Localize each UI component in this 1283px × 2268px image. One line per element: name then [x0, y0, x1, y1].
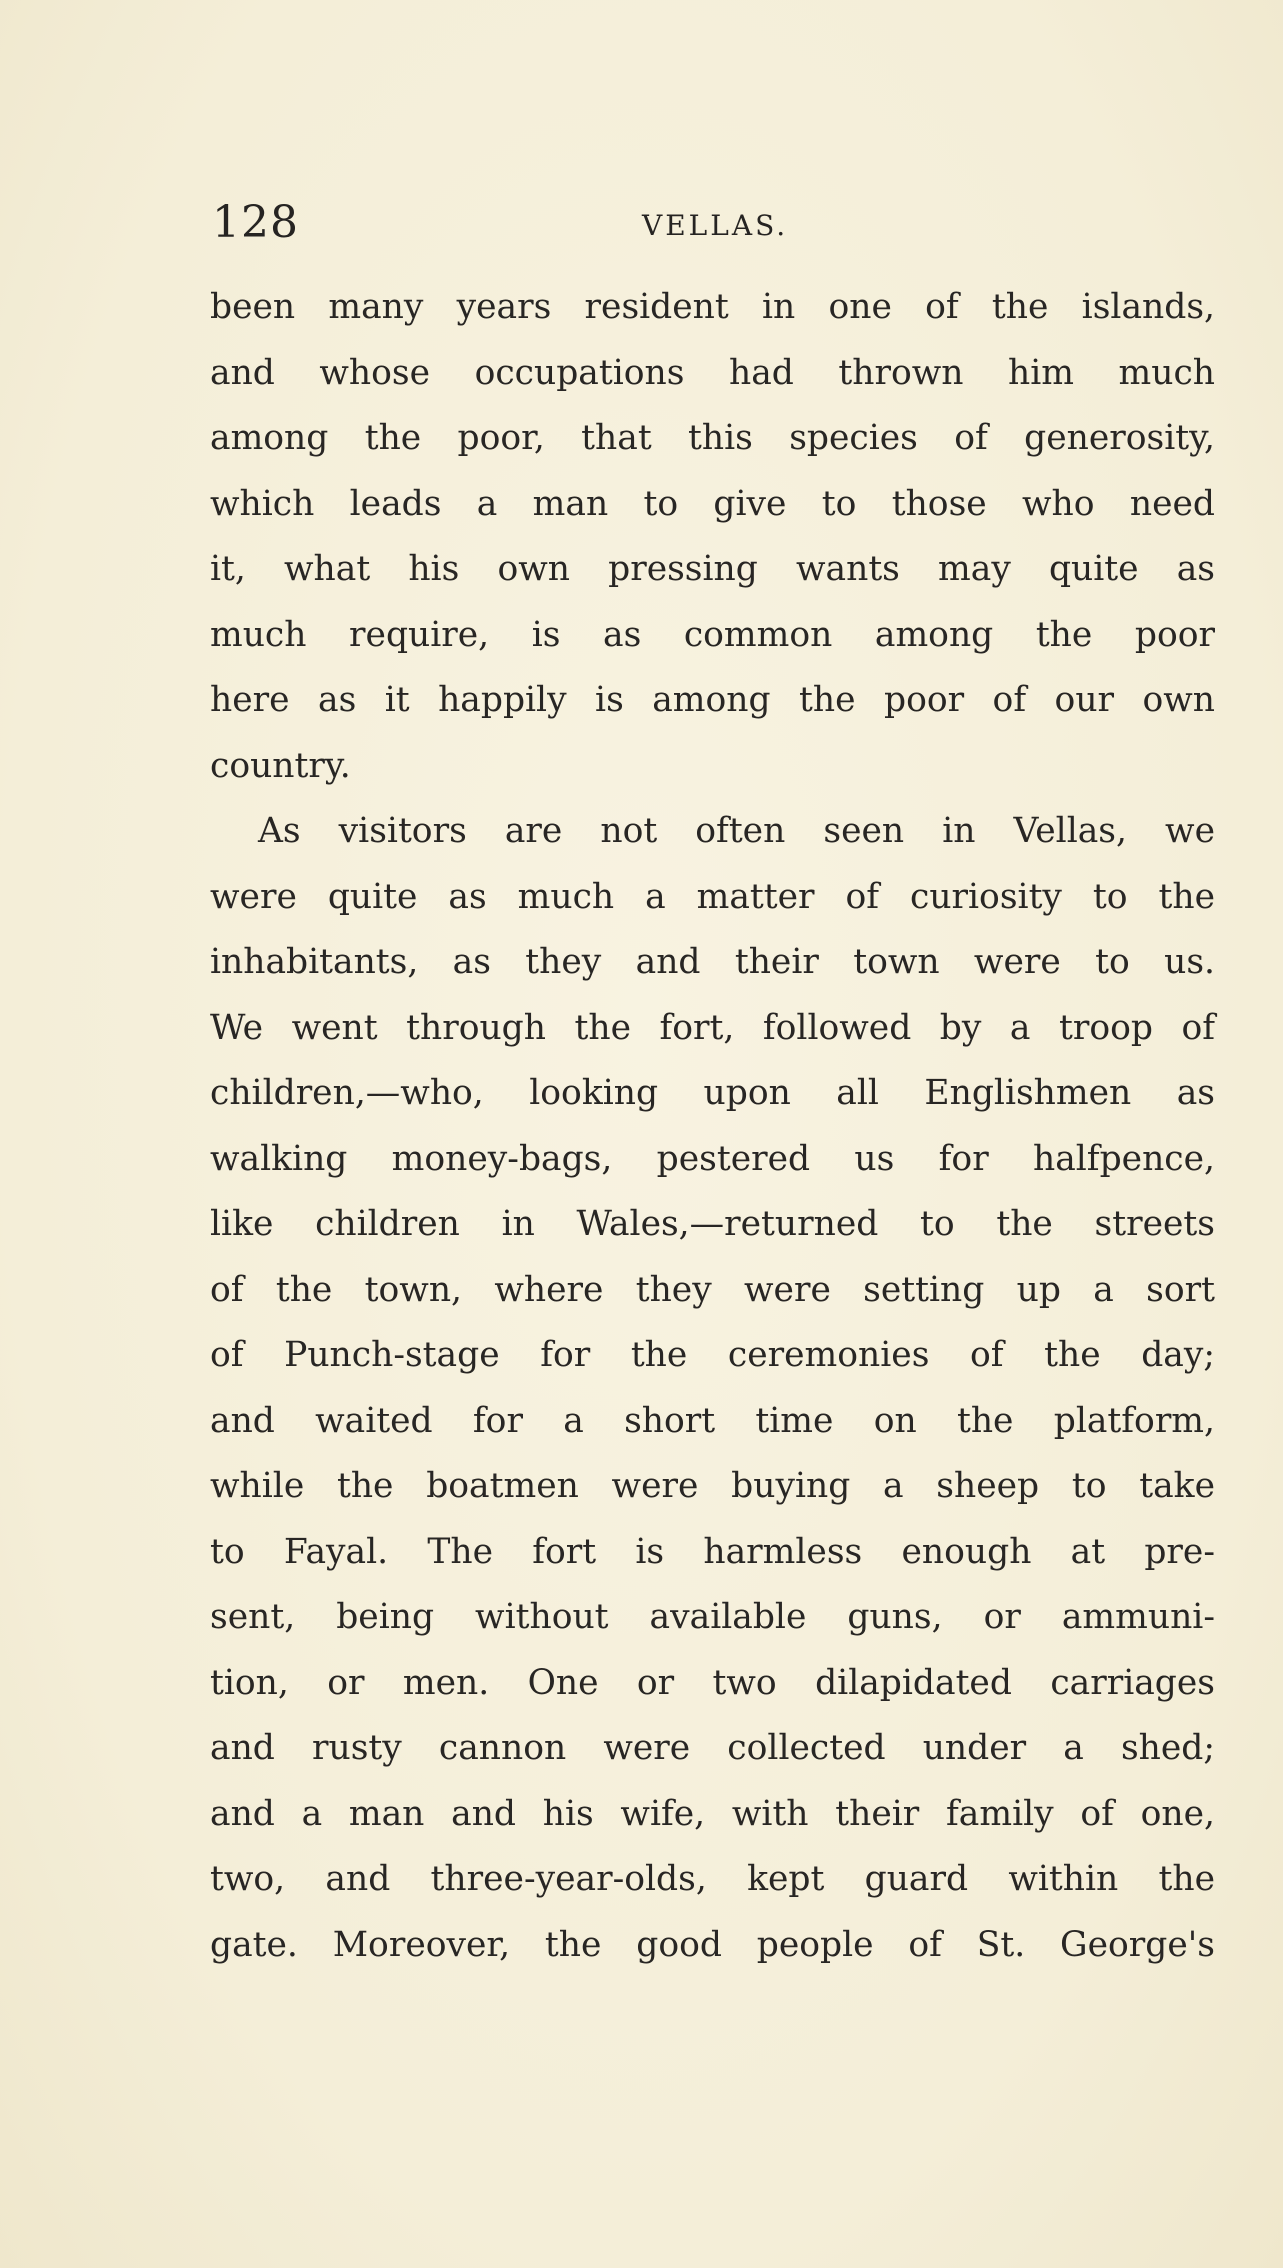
text-line: while the boatmen were buying a sheep to take [210, 1466, 1215, 1506]
text-line: been many years resident in one of the islands, [210, 287, 1215, 327]
text-line: which leads a man to give to those who need [210, 483, 1215, 524]
text-line: two, and three-year-olds, kept guard within the [210, 1859, 1215, 1899]
text-line: children,—who, looking upon all Englishmen as [210, 1073, 1215, 1113]
page-header [212, 196, 1212, 256]
text-line: like children in Wales,—returned to the streets [210, 1204, 1215, 1244]
text-line: tion, or men. One or two dilapidated carriages [210, 1662, 1215, 1703]
text-line: sent, being without available guns, or ammuni- [210, 1597, 1215, 1637]
text-line: gate. Moreover, the good people of St. George's [210, 1924, 1215, 1965]
text-line: were quite as much a matter of curiosity to the [210, 876, 1215, 917]
text-line: to Fayal. The fort is harmless enough at pre- [210, 1531, 1215, 1572]
text-line: and rusty cannon were collected under a shed; [210, 1728, 1215, 1768]
text-line: here as it happily is among the poor of our own [210, 680, 1215, 720]
text-line: of the town, where they were setting up a sort [210, 1269, 1215, 1310]
text-line: inhabitants, as they and their town were to us. [210, 942, 1215, 982]
body-text [210, 275, 1215, 1978]
text-line: of Punch-stage for the ceremonies of the day; [210, 1335, 1215, 1375]
paragraph-first-line: As visitors are not often seen in Vellas, we [258, 811, 1215, 851]
text-line: and waited for a short time on the platform, [210, 1400, 1215, 1441]
text-line: country. [210, 745, 351, 786]
text-line: and a man and his wife, with their family of one, [210, 1793, 1215, 1834]
page-number: 128 [212, 197, 299, 248]
text-line: among the poor, that this species of generosity, [210, 418, 1215, 458]
text-line: much require, is as common among the poor [210, 614, 1215, 655]
text-line: it, what his own pressing wants may quite as [210, 549, 1215, 589]
text-line: walking money-bags, pestered us for halfpence, [210, 1138, 1215, 1179]
text-line: and whose occupations had thrown him much [210, 352, 1215, 393]
text-line: We went through the fort, followed by a troop of [210, 1007, 1215, 1048]
running-head: VELLAS. [642, 209, 789, 242]
